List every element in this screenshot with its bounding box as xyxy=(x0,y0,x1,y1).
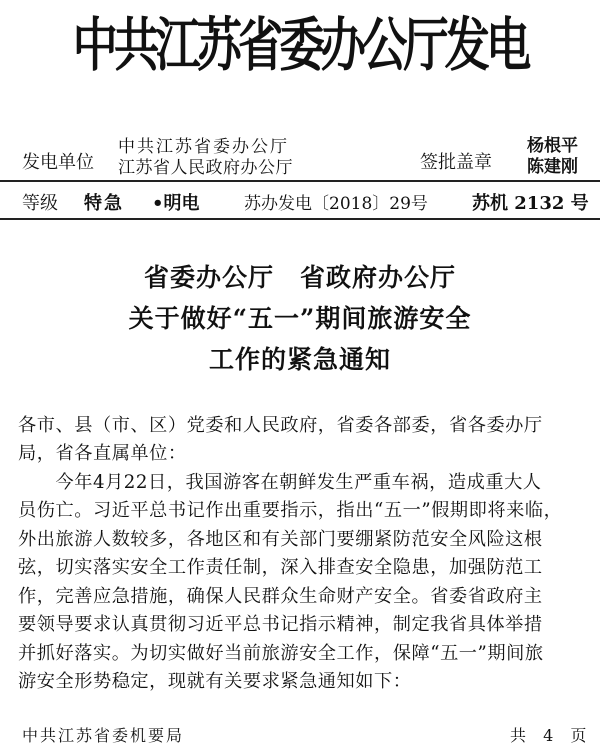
body-line: 各市、县（市、区）党委和人民政府，省委各部委，省各委办厅 xyxy=(18,415,543,436)
sender-label: 发电单位 xyxy=(22,152,94,173)
masthead-title: 中共江苏省委办公厅发电 xyxy=(72,11,528,79)
body-line: 今年4月22日，我国游客在朝鲜发生严重车祸，造成重大人 xyxy=(18,472,542,493)
document-title-line-2: 关于做好“五一”期间旅游安全 xyxy=(128,304,472,333)
telegram-number: 苏机 2132 号 xyxy=(472,193,589,214)
body-line: 作，完善应急措施，确保人民群众生命财产安全。省委省政府主 xyxy=(18,586,543,607)
transmission-mode: •明电 xyxy=(152,193,200,214)
footer-issuer: 中共江苏省委机要局 xyxy=(22,726,185,745)
sender-org-2: 江苏省人民政府办公厅 xyxy=(118,158,293,178)
signoff-label: 签批盖章 xyxy=(420,152,492,173)
grade-label: 等级 xyxy=(22,193,58,214)
top-divider xyxy=(0,180,600,182)
footer-page-count: 共 4 页 xyxy=(510,726,593,745)
body-line: 要领导要求认真贯彻习近平总书记指示精神，制定我省具体举措 xyxy=(18,614,543,635)
signoff-name-1: 杨根平 xyxy=(527,136,578,156)
signoff-name-2: 陈建刚 xyxy=(527,157,578,177)
sender-org-1: 中共江苏省委办公厅 xyxy=(118,137,289,157)
body-line: 外出旅游人数较多，各地区和有关部门要绷紧防范安全风险这根 xyxy=(18,529,543,550)
meta-divider xyxy=(0,218,600,220)
body-line: 并抓好落实。为切实做好当前旅游安全工作，保障“五一”期间旅 xyxy=(18,643,544,664)
body-line: 弦，切实落实安全工作责任制，深入排查安全隐患，加强防范工 xyxy=(18,557,543,578)
document-title-line-1: 省委办公厅 省政府办公厅 xyxy=(143,263,456,292)
body-line: 员伤亡。习近平总书记作出重要指示，指出“五一”假期即将来临， xyxy=(18,500,563,521)
document-number: 苏办发电〔2018〕29号 xyxy=(244,194,428,214)
body-line: 游安全形势稳定，现就有关要求紧急通知如下： xyxy=(18,671,412,692)
grade-value: 特急 xyxy=(84,193,124,214)
body-line: 局，省各直属单位： xyxy=(18,443,187,464)
document-title-line-3: 工作的紧急通知 xyxy=(208,345,391,374)
